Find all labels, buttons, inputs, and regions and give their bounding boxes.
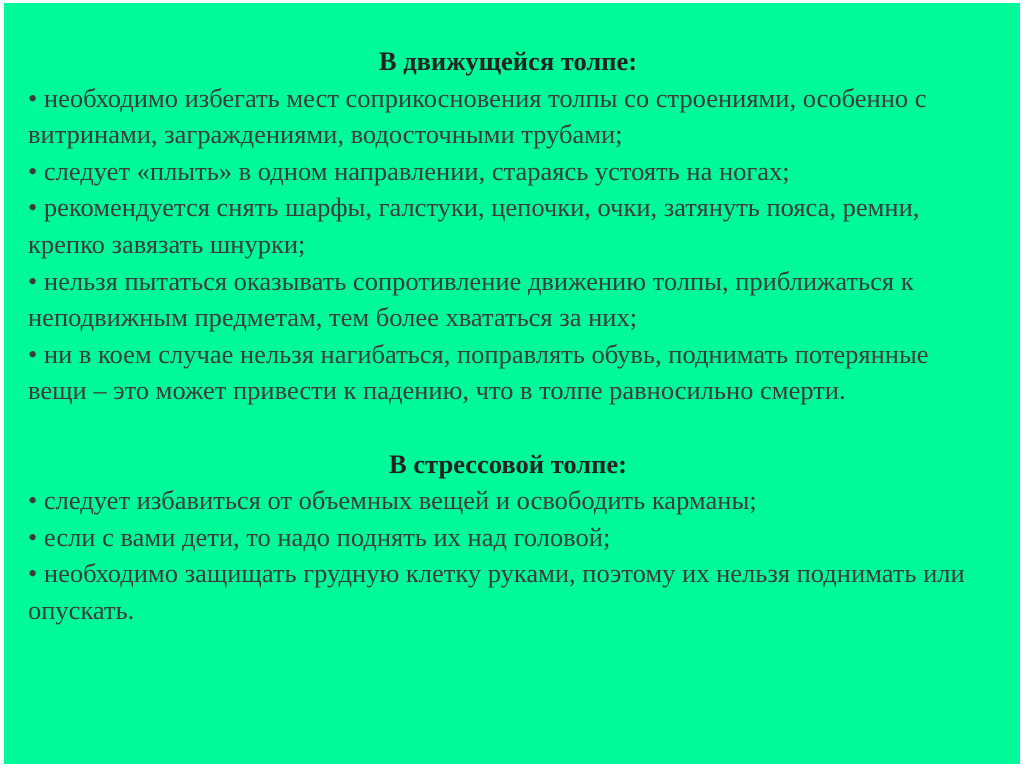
list-item: • нельзя пытаться оказывать сопротивление движению толпы, приближаться к неподвижным предметам, тем более хвататься за них; (28, 265, 914, 333)
stress-crowd-list (28, 482, 988, 628)
section-spacer (28, 409, 988, 446)
list-item: • ни в коем случае нельзя нагибаться, поправлять обувь, поднимать потерянные вещи – это может привести к падению, что в толпе равносильно смерти. (28, 338, 929, 406)
list-item: • следует избавиться от объемных вещей и освободить карманы; (28, 485, 757, 516)
section-title-moving-crowd: В движущейся толпе: (378, 46, 638, 76)
moving-crowd-list (28, 80, 988, 409)
list-item: • следует «плыть» в одном направлении, стараясь устоять на ногах; (28, 155, 790, 186)
list-item: • если с вами дети, то надо поднять их над головой; (28, 521, 611, 552)
list-item: • необходимо избегать мест соприкосновения толпы со строениями, особенно с витринами, заграждениями, водосточными трубами; (28, 82, 927, 150)
section-title-stress-crowd: В стрессовой толпе: (389, 448, 627, 479)
list-item: • необходимо защищать грудную клетку руками, поэтому их нельзя поднимать или опускать. (28, 558, 965, 625)
slide (4, 3, 1020, 764)
slide-content (28, 43, 988, 629)
list-item: • рекомендуется снять шарфы, галстуки, цепочки, очки, затянуть пояса, ремни, крепко завязать шнурки; (28, 192, 920, 259)
